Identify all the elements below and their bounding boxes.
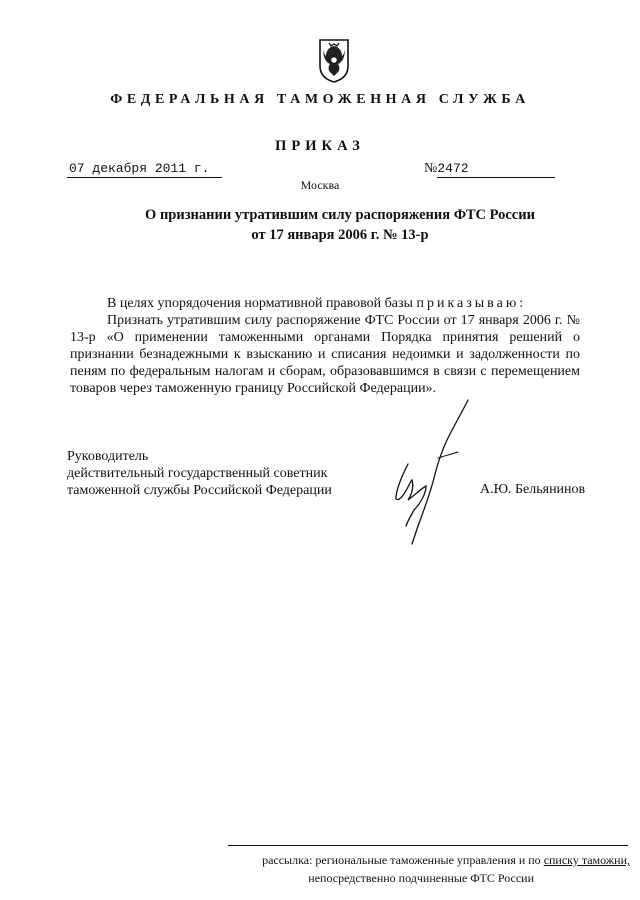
decision-paragraph: Признать утратившим силу распоряжение ФТС России от 17 января 2006 г. № 13-р «О применении таможенными органами Порядка принятия решений о признании безнадежными к взысканию и списания недоимки и задолженности по пеням по федеральным налогам и сборам, образовавшимся в связи с перемещением товаров через таможенную границу Российской Федерации». xyxy=(70,313,580,396)
distribution-divider xyxy=(228,845,628,846)
distribution-list xyxy=(230,851,630,887)
city: Москва xyxy=(300,178,340,192)
document-title xyxy=(70,205,610,245)
intro-paragraph xyxy=(70,295,580,312)
order-date: 07 декабря 2011 г. xyxy=(67,160,222,178)
title-line-2: от 17 января 2006 г. № 13-р xyxy=(251,227,429,243)
signatory-position xyxy=(67,448,332,499)
intro-text: В целях упорядочения нормативной правовой базы xyxy=(107,296,413,311)
document-type: ПРИКАЗ xyxy=(275,138,365,154)
order-number: 2472 xyxy=(437,160,555,178)
number-sign: № xyxy=(424,161,438,176)
distribution-underlined: списку таможни, xyxy=(543,853,630,867)
signer-name: А.Ю. Бельянинов xyxy=(480,482,586,497)
distribution-line-1 xyxy=(230,851,630,869)
position-line-2: действительный государственный советник xyxy=(67,466,328,481)
distribution-text: рассылка: региональные таможенные управления и по xyxy=(262,853,541,867)
order-number-field xyxy=(424,160,572,178)
position-line-3: таможенной службы Российской Федерации xyxy=(67,483,332,498)
position-line-1: Руководитель xyxy=(67,449,149,464)
agency-name: ФЕДЕРАЛЬНАЯ ТАМОЖЕННАЯ СЛУЖБА xyxy=(110,92,530,107)
coat-of-arms-emblem-icon xyxy=(314,36,354,84)
title-line-1: О признании утратившим силу распоряжения ФТС России xyxy=(145,207,535,223)
handwritten-signature-icon xyxy=(368,398,508,548)
document-body xyxy=(70,295,580,397)
distribution-line-2: непосредственно подчиненные ФТС России xyxy=(308,871,534,885)
order-verb: приказываю: xyxy=(416,296,527,311)
